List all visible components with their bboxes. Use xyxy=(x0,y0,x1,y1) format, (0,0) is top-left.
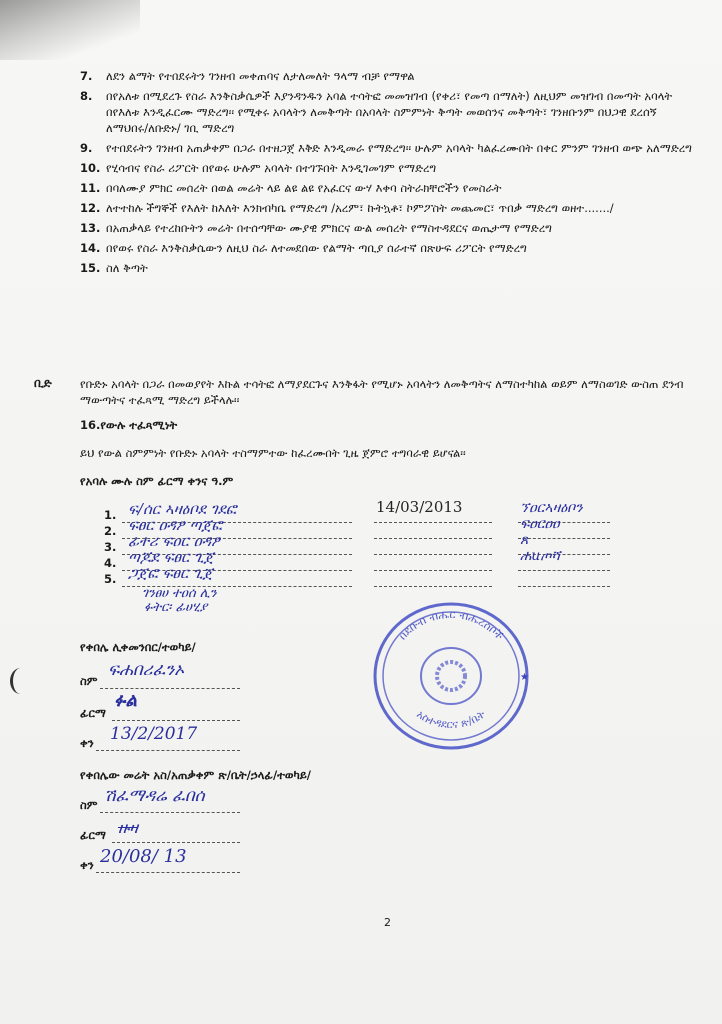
obligation-item xyxy=(80,88,700,136)
receiver-sign-label: ፊርማ xyxy=(80,706,106,720)
obligation-item xyxy=(80,160,700,176)
member-row xyxy=(104,508,118,522)
member-name-handwritten: ጣጆደ ፍፀር ጊጀ xyxy=(128,548,214,566)
item-number: 10. xyxy=(80,161,101,175)
member-number: 2. xyxy=(104,524,117,538)
item-text: ለተተከሉ ችግኞች የእለት ከእለት እንክብካቤ የማድረግ /አረም፣ ኩትኳቶ፣ ኮምፖስት መጨመር፣ ጥበቃ ማድረግ ወዘተ......./ xyxy=(106,201,614,215)
obligation-item xyxy=(80,68,700,84)
member-date-line xyxy=(374,586,492,587)
item-text: በአጠቃላይ የተረከቡትን መሬት በተሰጣቸው ሙያዊ ምክርና ውል መሰረት የማስተዳደርና ወጤታማ የማድረግ xyxy=(106,221,552,235)
member-name-handwritten: ፍ/ሰር ኣዛዕቦደ ገደፎ xyxy=(128,500,237,518)
item-number: 11. xyxy=(80,181,101,195)
member-signature: ኘዐርኣዛዕቦን xyxy=(520,500,583,516)
member-sign-line xyxy=(518,570,610,571)
obligations-list xyxy=(80,68,700,280)
receiver-title: የቀበሌ ሊቀመንበር/ተወካይ/ xyxy=(80,640,196,654)
office-title: የቀበሌው መሬት አስ/አጠቃቀም ጽ/ቤት/ኃላፊ/ተወካይ/ xyxy=(80,768,311,782)
office-name-line xyxy=(100,812,240,813)
item-number: 8. xyxy=(80,89,93,103)
receiver-date-value: 13/2/2017 xyxy=(110,724,198,744)
item-text: የተበደሩትን ገንዘብ አጠቃቀም በጋራ በተዘጋጀ እቅድ እንዲመራ የማድረግ፡፡ ሁሉም አባላት ካልፈረሙበት በቀር ምንም ገንዘብ ወጭ አለማድረግ xyxy=(106,141,692,155)
item-text: በየወሩ የስራ እንቅስቃሴውን ለዚህ ስራ ለተመደበው የልማት ጣቢያ ሰራተኛ በጽሁፍ ሪፖርት የማድረግ xyxy=(106,241,527,255)
item-number: 7. xyxy=(80,69,93,83)
office-date-value: 20/08/ 13 xyxy=(100,846,187,867)
extra-handwriting-1: ገንፀሀ ተዐሰ ሊን xyxy=(142,586,217,601)
obligation-item xyxy=(80,180,700,196)
obligation-item xyxy=(80,200,700,216)
office-sign-value: ዙዛ xyxy=(118,818,138,837)
member-name-handwritten: ጋጀፎ ፍፀር ጊጀ xyxy=(128,564,213,582)
obligation-item xyxy=(80,240,700,256)
item-number: 15. xyxy=(80,261,101,275)
member-date-line xyxy=(374,522,492,523)
member-row xyxy=(104,524,118,538)
member-row xyxy=(104,572,118,586)
member-sign-line xyxy=(518,586,610,587)
extra-handwriting-2: ፉትር፡ ፊሀሂያ xyxy=(144,600,208,615)
office-sign-line xyxy=(112,842,240,843)
office-name-label: ስም xyxy=(80,798,98,812)
member-date-line xyxy=(374,570,492,571)
obligation-item xyxy=(80,140,700,156)
item-number: 12. xyxy=(80,201,101,215)
item-number: 9. xyxy=(80,141,93,155)
item-number: 13. xyxy=(80,221,101,235)
member-number: 1. xyxy=(104,508,117,522)
obligation-item xyxy=(80,260,700,276)
receiver-sign-value: ፉል xyxy=(114,690,137,711)
stamp-star-icon: ★ xyxy=(520,672,529,683)
member-signature: ፍዐርዐዐ xyxy=(520,516,560,532)
page-number: 2 xyxy=(384,916,391,929)
note-margin-label: ቢድ xyxy=(34,376,52,390)
office-date-line xyxy=(96,872,240,873)
office-date-label: ቀን xyxy=(80,858,94,872)
office-name-value: ሽፈማዳሬ ፈበሰ xyxy=(104,786,205,806)
receiver-name-label: ስም xyxy=(80,674,98,688)
signature-header: የአባሉ ሙሉ ስም ፊርማ ቀንና ዓ.ም xyxy=(80,474,234,488)
member-number: 3. xyxy=(104,540,117,554)
receiver-name-value: ፍሐበሪፈንኦ xyxy=(108,660,185,680)
stamp-top-text: በደቡብ ብሔር ብሔረሰቦች xyxy=(396,607,506,643)
member-name-handwritten: ፍፀር ዐዳፆ ጣጀፎ xyxy=(128,516,222,534)
member-signature: ሐuጦሻ xyxy=(520,548,561,564)
penalty-note: የቡድኑ አባላት በጋራ በመወያየት እኩል ተሳትፎ ለማያደርጉና እንቅፋት የሚሆኑ አባላትን ለመቅጣትና ለማስተካከል ወይም ለማስወገድ ውስጠ ደንብ ማውጣትና ተፈጻሚ ማድረግ ይችላሉ፡፡ xyxy=(80,377,684,407)
member-row xyxy=(104,540,118,554)
member-sign-line xyxy=(518,538,610,539)
receiver-date-line xyxy=(96,750,240,751)
folded-corner xyxy=(0,0,140,60)
section16-title: 16.የውሉ ተፈጻሚነት xyxy=(80,418,178,432)
item-number: 14. xyxy=(80,241,101,255)
official-stamp xyxy=(366,594,536,754)
item-text: የሂሳብና የስራ ሪፖርት በየወሩ ሁሉም አባላት በተገኙበት እንዲገመገም የማድረግ xyxy=(106,161,437,175)
receiver-sign-line xyxy=(112,720,240,721)
member-number: 5. xyxy=(104,572,117,586)
item-text: በየአለቱ በሚደረጉ የስራ እንቅስቃሴዎች እያንዳንዱን አባል ተሳትፎ መመዝገብ (የቀሪ፣ የመጣ በማለት) ለዚህም መዝገብ በመጣት አባላት በየእለቱ እንዲፈርሙ ማድረግ፡፡ የሚቀሩ አባላትን ለመቅጣት በአባላት ስምምነት ቅጣት መወሰንና መቅጣት፣ ገንዘቡንም በህጋዊ ደረሰኝ ለማህበሩ/ለቡድኑ/ ገቢ ማድረግ xyxy=(106,89,673,135)
member-name-handwritten: ፊተሪ ፍዐር ዐዳፆ xyxy=(128,532,220,550)
item-text: በባለሙያ ምክር መሰረት በወል መሬት ላይ ልዩ ልዩ የአፈርና ውሃ እቀባ ስትራክቸሮችን የመስራት xyxy=(106,181,502,195)
punch-hole-mark xyxy=(10,668,31,694)
member-number: 4. xyxy=(104,556,117,570)
member-date-handwritten: 14/03/2013 xyxy=(376,498,463,516)
obligation-item xyxy=(80,220,700,236)
receiver-name-line xyxy=(100,688,240,689)
item-text: ለደን ልማት የተበደሩትን ገንዘብ መቀጠባና ለታለመለት ዓላማ ብቻ የማዋል xyxy=(106,69,415,83)
member-date-line xyxy=(374,538,492,539)
member-row xyxy=(104,556,118,570)
member-signature: ጸ xyxy=(520,532,529,548)
svg-text:አስተዳደርና ጽ/ቤት xyxy=(414,707,488,731)
section16-text: ይህ የውል ስምምነት የቡድኑ አባላት ተስማምተው ከፈረሙበት ጊዜ ጀምሮ ተግባራዊ ይሆናል፡፡ xyxy=(80,446,466,460)
stamp-bottom-text: አስተዳደርና ጽ/ቤት xyxy=(414,707,488,732)
receiver-date-label: ቀን xyxy=(80,736,94,750)
member-date-line xyxy=(374,554,492,555)
office-sign-label: ፊርማ xyxy=(80,828,106,842)
item-text: ስለ ቅጣት xyxy=(106,261,148,275)
